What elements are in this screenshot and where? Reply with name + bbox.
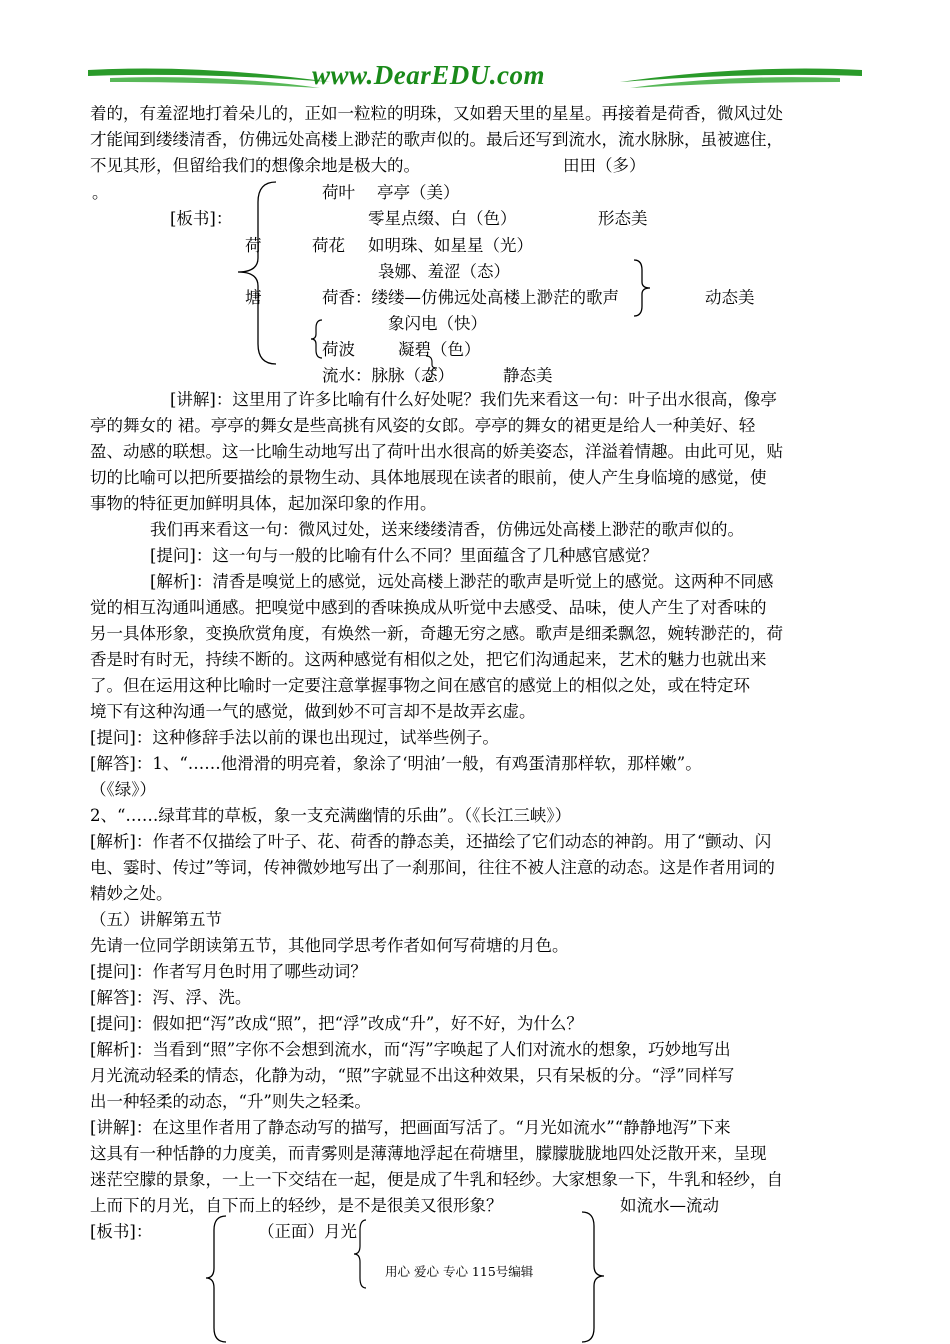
moon-brace-right	[580, 1210, 606, 1344]
board-lightning: 象闪电（快）	[388, 314, 487, 333]
body-line: [解析]：当看到“照”字你不会想到流水，而“泻”字唤起了人们对流水的想象，巧妙地写出	[90, 1040, 731, 1059]
board-fragrance: 荷香：缕缕—仿佛远处高楼上渺茫的歌声	[322, 288, 619, 307]
intro-line: 不见其形，但留给我们的想像余地是极大的。	[90, 156, 420, 175]
body-line: [讲解]：这里用了许多比喻有什么好处呢？我们先来看这一句：叶子出水很高，像亭	[170, 390, 777, 409]
board-flow: 如流水—流动	[620, 1196, 719, 1215]
body-line: 香是时有时无，持续不断的。这两种感觉有相似之处，把它们沟通起来，艺术的魅力也就出来	[90, 650, 767, 669]
pond-brace	[232, 180, 278, 366]
body-line: 出一种轻柔的动态，“升”则失之轻柔。	[90, 1092, 371, 1111]
board-label: [板书]：	[170, 209, 233, 228]
intro-line: 着的，有羞涩地打着朵儿的，正如一粒粒的明珠，又如碧天里的星星。再接着是荷香，微风过处	[90, 104, 783, 123]
board-shape-beauty: 形态美	[598, 209, 648, 228]
board-label-2: [板书]：	[90, 1222, 153, 1241]
body-line: 我们再来看这一句：微风过处，送来缕缕清香，仿佛远处高楼上渺茫的歌声似的。	[150, 520, 744, 539]
board-dynamic-beauty: 动态美	[705, 288, 755, 307]
page-footer: 用心 爱心 专心 115号编辑	[385, 1264, 534, 1279]
body-line: [解答]：1、“……他滑滑的明亮着，象涂了‘明油’一般，有鸡蛋清那样软，那样嫩”。	[90, 754, 702, 773]
body-line: （《绿》）	[90, 780, 156, 799]
body-line: 2、“……绿茸茸的草板，象一支充满幽情的乐曲”。（《长江三峡》）	[90, 806, 572, 825]
board-wave: 荷波	[322, 340, 355, 359]
intro-period: 。	[92, 183, 109, 202]
body-line: [讲解]：在这里作者用了静态动写的描写，把画面写活了。“月光如流水”“静静地泻”下来	[90, 1118, 731, 1137]
body-line: 境下有这种沟通一气的感觉，做到妙不可言却不是故弄玄虚。	[90, 702, 536, 721]
board-leaf-count: 田田（多）	[563, 156, 646, 175]
body-line: 迷茫空朦的景象，一上一下交结在一起，便是成了牛乳和轻纱。大家想象一下，牛乳和轻纱，自	[90, 1170, 783, 1189]
body-line: 亭的舞女的 裙。亭亭的舞女是些高挑有风姿的女郎。亭亭的舞女的裙更是给人一种美好、轻	[90, 416, 756, 435]
board-leaf-desc: 亭亭（美）	[377, 183, 460, 202]
board-flower: 荷花	[312, 236, 345, 255]
body-line: [解析]：清香是嗅觉上的感觉，远处高楼上渺茫的歌声是听觉上的感觉。这两种不同感	[150, 572, 774, 591]
moon-brace-left	[204, 1214, 228, 1344]
body-line: 月光流动轻柔的情态，化静为动，“照”字就显不出这种效果，只有呆板的分。“浮”同样写	[90, 1066, 735, 1085]
body-line: 电、霎时、传过”等词，传神微妙地写出了一刹那间，往往不被人注意的动态。这是作者用词的	[90, 858, 775, 877]
body-line: 精妙之处。	[90, 884, 173, 903]
board-pond-top: 荷	[245, 236, 262, 255]
body-line: [解析]：作者不仅描绘了叶子、花、荷香的静态美，还描绘了它们动态的神韵。用了“颤动、闪	[90, 832, 772, 851]
board-graceful: 袅娜、羞涩（态）	[378, 262, 510, 281]
board-water: 流水：脉脉（态）	[322, 366, 454, 385]
board-pond-bottom: 塘	[245, 288, 262, 307]
body-line: [提问]：这一句与一般的比喻有什么不同？里面蕴含了几种感官感觉？	[150, 546, 658, 565]
dynamic-brace	[632, 258, 652, 318]
body-line: 切的比喻可以把所要描绘的景物生动、具体地展现在读者的眼前，使人产生身临境的感觉，使	[90, 468, 767, 487]
body-line: [提问]：这种修辞手法以前的课也出现过，试举些例子。	[90, 728, 499, 747]
body-line: [提问]：假如把“泻”改成“照”，把“浮”改成“升”，好不好，为什么？	[90, 1014, 583, 1033]
board-condensed: 凝碧（色）	[398, 340, 481, 359]
board-static-beauty: 静态美	[503, 366, 553, 385]
body-line: 觉的相互沟通叫通感。把嗅觉中感到的香味换成从听觉中去感受、品味，使人产生了对香味的	[90, 598, 767, 617]
board-flower-desc: 如明珠、如星星（光）	[368, 236, 533, 255]
site-logo-text: www.DearEDU.com	[312, 60, 546, 90]
body-line: 这具有一种恬静的力度美，而青雾则是薄薄地浮起在荷塘里，朦朦胧胧地四处泛散开来，呈现	[90, 1144, 767, 1163]
moon-brace-inner	[352, 1218, 368, 1290]
board-moon: （正面）月光	[258, 1222, 357, 1241]
board-dots: 零星点缀、白（色）	[368, 209, 517, 228]
intro-line: 才能闻到缕缕清香，仿佛远处高楼上渺茫的歌声似的。最后还写到流水，流水脉脉，虽被遮住，	[90, 130, 783, 149]
body-line: 上而下的月光，自下而上的轻纱，是不是很美又很形象？	[90, 1196, 503, 1215]
body-line: [解答]：泻、浮、洗。	[90, 988, 252, 1007]
body-line: [提问]：作者写月色时用了哪些动词？	[90, 962, 367, 981]
body-line: 另一具体形象，变换欣赏角度，有焕然一新，奇趣无穷之感。歌声是细柔飘忽，婉转渺茫的，荷	[90, 624, 783, 643]
section-heading: （五）讲解第五节	[90, 910, 222, 929]
body-line: 先请一位同学朗读第五节，其他同学思考作者如何写荷塘的月色。	[90, 936, 569, 955]
body-line: 事物的特征更加鲜明具体，起加深印象的作用。	[90, 494, 437, 513]
body-line: 盈、动感的联想。这一比喻生动地写出了荷叶出水很高的娇美姿态，洋溢着情趣。由此可见，贴	[90, 442, 783, 461]
body-line: 了。但在运用这种比喻时一定要注意掌握事物之间在感官的感觉上的相似之处，或在特定环	[90, 676, 750, 695]
board-leaf: 荷叶	[322, 183, 355, 202]
